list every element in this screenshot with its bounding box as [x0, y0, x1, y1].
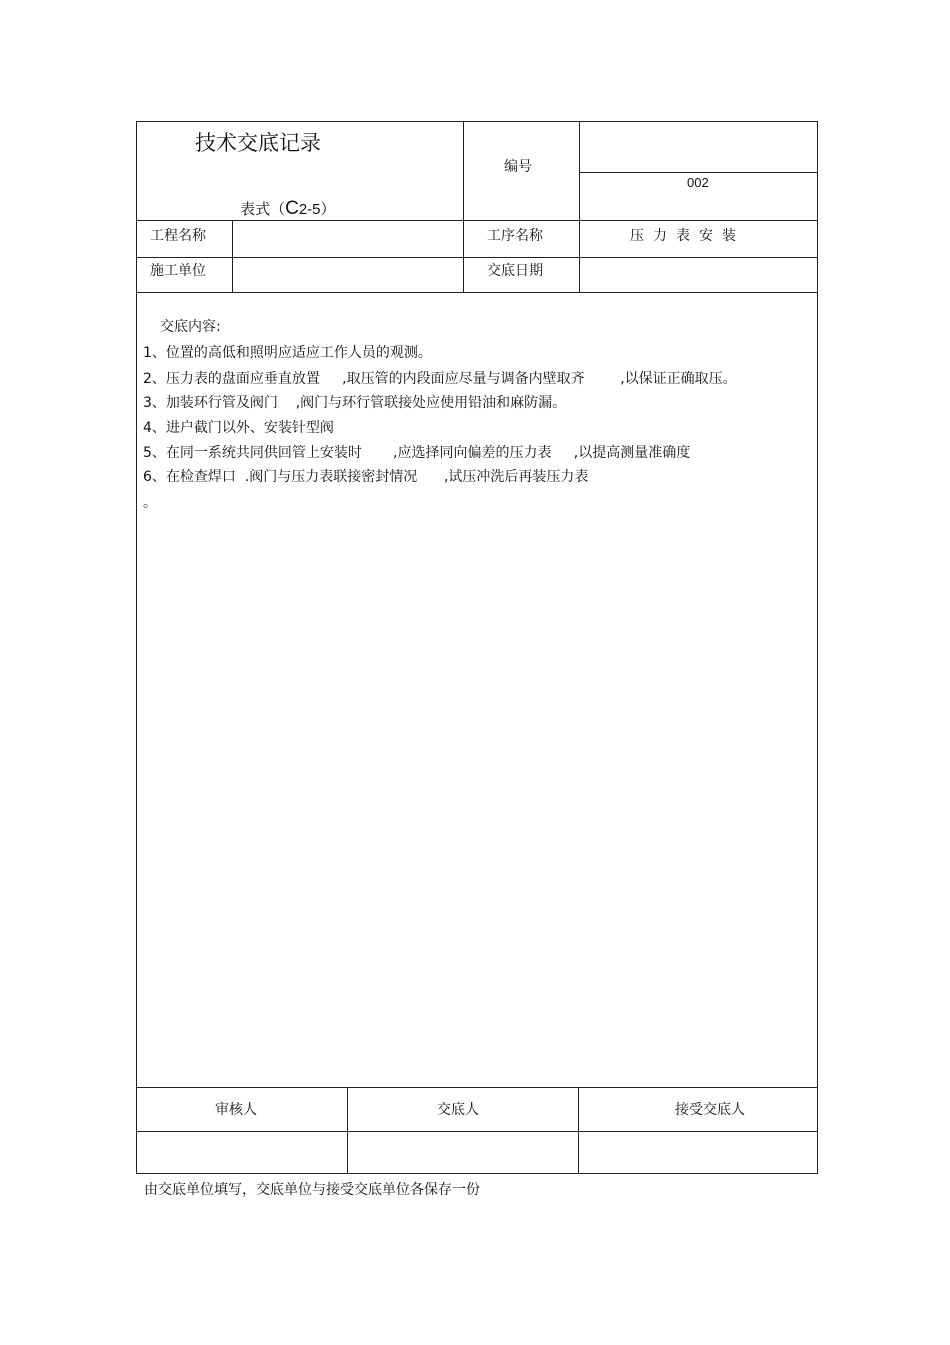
form-title: 技术交底记录: [195, 131, 321, 155]
handover-date-label: 交底日期: [487, 263, 543, 279]
receiver-label: 接受交底人: [675, 1102, 745, 1118]
divider: [137, 1087, 818, 1088]
discloser-label: 交底人: [437, 1102, 479, 1118]
divider: [463, 122, 464, 292]
content-line: 5、在同一系统共同供回管上安装时 ,应选择同向偏差的压力表 ,以提高测量准确度: [143, 445, 691, 461]
content-heading: 交底内容:: [160, 319, 221, 335]
form-code-rest: 2-5）: [298, 201, 336, 218]
divider: [578, 1087, 579, 1174]
form-code-prefix: 表式（: [240, 200, 286, 218]
divider: [579, 122, 580, 292]
divider: [579, 172, 818, 173]
number-label: 编号: [504, 159, 532, 175]
divider: [137, 292, 818, 293]
divider: [137, 1131, 818, 1132]
technical-disclosure-form: [136, 121, 818, 1174]
process-name-value: 压力表安装: [630, 228, 745, 244]
form-code: [221, 182, 336, 237]
construction-unit-label: 施工单位: [150, 263, 206, 279]
divider: [137, 257, 818, 258]
divider: [347, 1087, 348, 1174]
reviewer-label: 审核人: [215, 1102, 257, 1118]
content-line: 4、进户截门以外、安装针型阀: [143, 420, 334, 436]
content-line: 。: [143, 495, 157, 511]
form-code-letter: C: [285, 198, 299, 219]
process-name-label: 工序名称: [487, 228, 543, 244]
number-value: 002: [687, 175, 709, 190]
project-name-label: 工程名称: [150, 228, 206, 244]
content-line: 2、压力表的盘面应垂直放置 ,取压管的内段面应尽量与调备内壁取齐 ,以保证正确取压。: [143, 371, 737, 387]
footnote: 由交底单位填写，交底单位与接受交底单位各保存一份: [144, 1182, 480, 1198]
content-line: 3、加装环行管及阀门 ,阀门与环行管联接处应使用铅油和麻防漏。: [143, 395, 567, 411]
content-line: 1、位置的高低和照明应适应工作人员的观测。: [143, 345, 432, 361]
content-line: 6、在检查焊口 .阀门与压力表联接密封情况 ,试压冲洗后再装压力表: [143, 469, 589, 485]
